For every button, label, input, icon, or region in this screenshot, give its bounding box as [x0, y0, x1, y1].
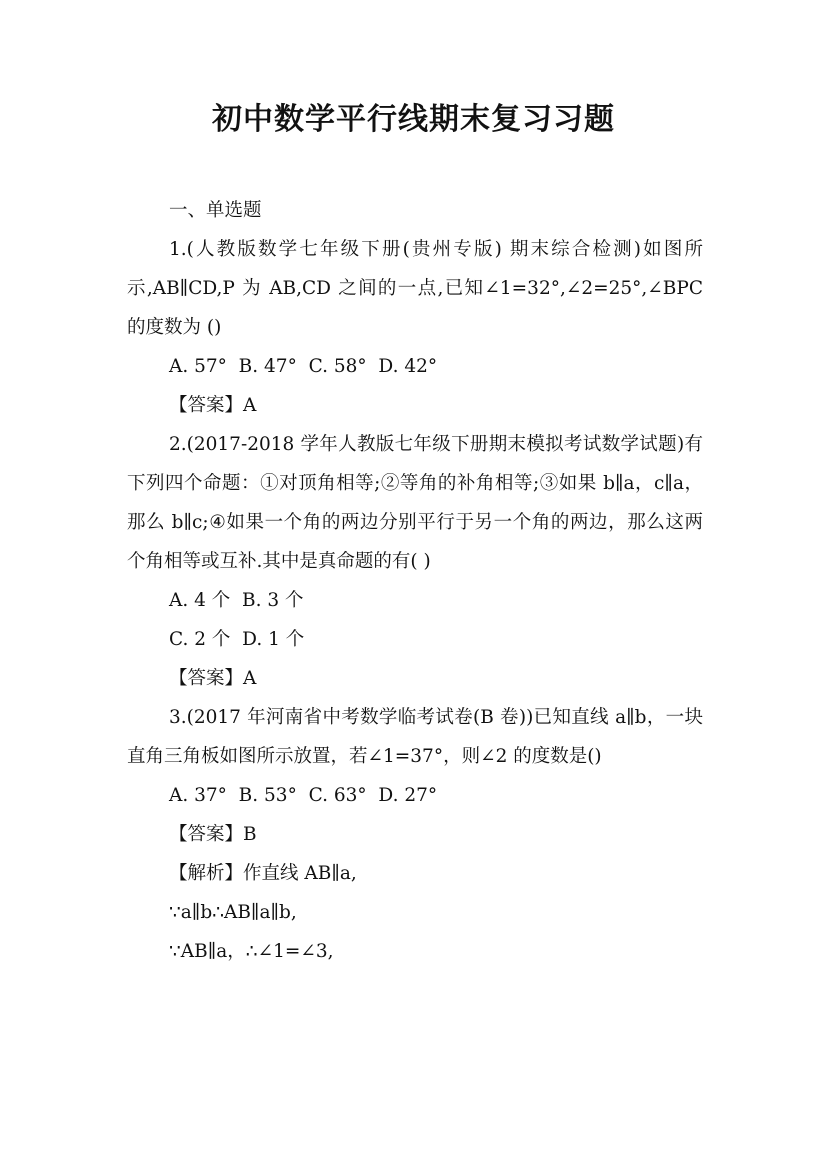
question-answer: 【答案】A — [169, 395, 257, 416]
question-answer: 【答案】B — [169, 824, 257, 845]
question-stem: 1.(人教版数学七年级下册(贵州专版) 期末综合检测)如图所示,AB∥CD,P 为 AB,CD 之间的一点,已知∠1=32°,∠2=25°,∠BPC 的度数为 () — [127, 239, 703, 338]
question-answer: 【答案】A — [169, 668, 257, 689]
question-2 — [127, 425, 703, 698]
question-1 — [127, 230, 703, 425]
question-3 — [127, 698, 703, 971]
question-options: A. 57° B. 47° C. 58° D. 42° — [169, 356, 438, 377]
question-options: C. 2 个 D. 1 个 — [169, 629, 305, 650]
question-stem: 3.(2017 年河南省中考数学临考试卷(B 卷))已知直线 a∥b，一块直角三角板如图所示放置，若∠1=37°，则∠2 的度数是() — [127, 707, 703, 767]
question-options: A. 4 个 B. 3 个 — [169, 590, 304, 611]
analysis-line: ∵a∥b∴AB∥a∥b, — [169, 902, 297, 923]
page-title: 初中数学平行线期末复习习题 — [212, 102, 615, 137]
document-body — [127, 191, 703, 971]
question-options: A. 37° B. 53° C. 63° D. 27° — [169, 785, 438, 806]
section-heading: 一、单选题 — [169, 200, 262, 221]
analysis-line: ∵AB∥a，∴∠1=∠3, — [169, 941, 334, 962]
analysis-line: 【解析】作直线 AB∥a, — [169, 863, 357, 884]
question-stem: 2.(2017-2018 学年人教版七年级下册期末模拟考试数学试题)有下列四个命题：①对顶角相等;②等角的补角相等;③如果 b∥a，c∥a，那么 b∥c;④如果一个角的两边分别平行于另一个角的两边，那么这两个角相等或互补.其中是真命题的有( ) — [127, 434, 703, 572]
